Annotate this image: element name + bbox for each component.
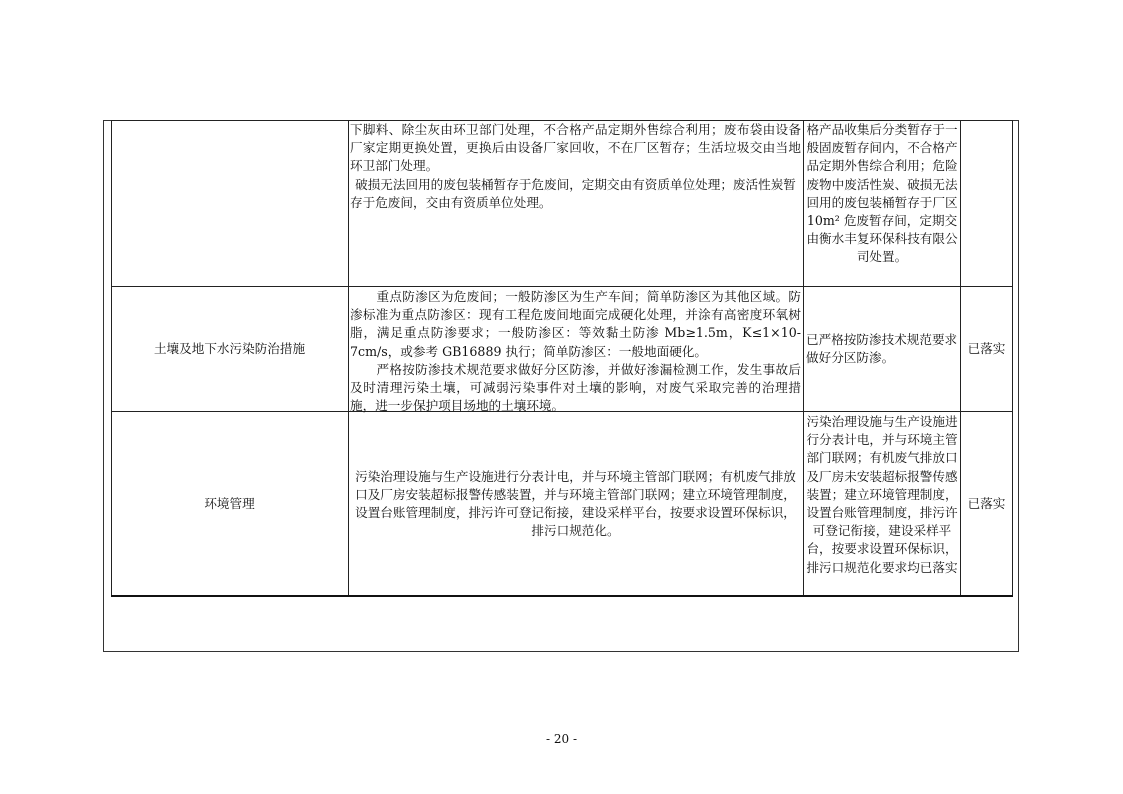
implementation-text: 已严格按防渗技术规范要求做好分区防渗。 — [806, 331, 958, 365]
table-cell-category — [111, 120, 348, 286]
page-number: - 20 - — [545, 732, 577, 746]
status-text: 已落实 — [967, 495, 1006, 511]
table-cell-measures — [350, 288, 801, 414]
table-cell-implementation — [806, 413, 958, 595]
measure-paragraph: 破损无法回用的废包装桶暂存于危废间，定期交由有资质单位处理；废活性炭暂存于危废间，交由有资质单位处理。 — [350, 176, 796, 210]
table-cell-measures — [350, 121, 801, 285]
table-cell-implementation — [806, 121, 958, 285]
measure-paragraph: 重点防渗区为危废间；一般防渗区为生产车间；简单防渗区为其他区域。防渗标准为重点防渗区：现有工程危废间地面完成硬化处理，并涂有高密度环氧树脂，满足重点防渗要求；一般防渗区：等效黏土防渗 Mb≥1.5m，K≤1×10-7cm/s，或参考 GB16889 执行；简单防渗区：一般地面硬化。 — [350, 289, 801, 359]
implementation-text: 格产品收集后分类暂存于一般固废暂存间内，不合格产品定期外售综合利用；危险废物中废活性炭、破损无法回用的废包装桶暂存于厂区 10m² 危废暂存间，定期交由衡水丰复环保科技有限公司处置。 — [806, 122, 958, 265]
status-text: 已落实 — [967, 340, 1006, 356]
implementation-text: 污染治理设施与生产设施进行分表计电，并与环境主管部门联网；有机废气排放口及厂房未安装超标报警传感装置；建立环境管理制度，设置台账管理制度，排污许可登记衔接，建设采样平台，按要求设置环保标识，排污口规范化要求均已落实 — [806, 414, 958, 575]
column-divider — [348, 120, 349, 596]
column-divider — [1012, 120, 1013, 596]
measure-paragraph: 严格按防渗技术规范要求做好分区防渗，并做好渗漏检测工作，发生事故后及时清理污染土壤，可减弱污染事件对土壤的影响，对废气采取完善的治理措施，进一步保护项目场地的土壤环境。 — [350, 361, 801, 414]
table-cell-category — [111, 287, 348, 411]
table-cell-status — [961, 287, 1012, 411]
category-text: 土壤及地下水污染防治措施 — [153, 340, 306, 356]
table-cell-status — [961, 412, 1012, 596]
table-cell-status — [961, 120, 1012, 286]
category-text: 环境管理 — [204, 495, 255, 511]
measure-paragraph: 污染治理设施与生产设施进行分表计电，并与环境主管部门联网；有机废气排放口及厂房安装超标报警传感装置，并与环境主管部门联网；建立环境管理制度，设置台账管理制度，排污许可登记衔接，建设采样平台，按要求设置环保标识，排污口规范化。 — [355, 468, 796, 539]
table-cell-measures — [350, 412, 801, 596]
table-cell-implementation — [806, 287, 958, 411]
table-cell-category — [111, 412, 348, 596]
table-bottom-border — [111, 595, 1013, 597]
environmental-measures-table — [111, 120, 1013, 596]
measure-paragraph: 下脚料、除尘灰由环卫部门处理，不合格产品定期外售综合利用；废布袋由设备厂家定期更换处置，更换后由设备厂家回收，不在厂区暂存；生活垃圾交由当地环卫部门处理。 — [350, 122, 801, 174]
column-divider — [803, 120, 804, 596]
